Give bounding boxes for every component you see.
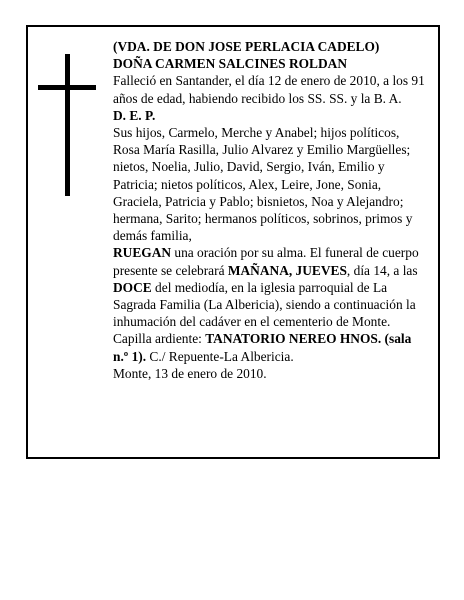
ruegan-text: RUEGAN [113, 245, 172, 261]
funeral-text-4: C./ Repuente-La Albericia. [146, 348, 294, 364]
dep-line: D. E. P. [113, 107, 156, 123]
cross-icon [38, 54, 96, 196]
deceased-name: DOÑA CARMEN SALCINES ROLDAN [113, 56, 347, 72]
funeral-paragraph [113, 244, 425, 364]
funeral-text-3: del mediodía, en la iglesia parroquial de La Sagrada Familia (La Albericia), siendo a continuación la inhumación del cadáver en el cementerio de Monte. Capilla ardiente: [113, 279, 416, 347]
family-list: Sus hijos, Carmelo, Merche y Anabel; hijos políticos, Rosa María Rasilla, Julio Alvarez y Emilio Margüelles; nietos, Noelia, Julio, David, Sergio, Iván, Emilio y Patricia; nietos políticos, Alex, Leire, Jone, Sonia, Graciela, Patricia y Pablo; bisnietos, Noa y Alejandro; hermana, Sarito; hermanos políticos, sobrinos, primos y demás familia, [113, 125, 413, 244]
cross-horizontal-bar [38, 85, 96, 90]
notice-text [113, 38, 425, 382]
death-details: Falleció en Santander, el día 12 de enero de 2010, a los 91 años de edad, habiendo recibido los SS. SS. y la B. A. [113, 73, 425, 106]
widow-of-line: (VDA. DE DON JOSE PERLACIA CADELO) [113, 39, 380, 54]
cross-vertical-bar [65, 54, 70, 196]
funeral-text-2: , día 14, a las [346, 262, 418, 278]
funeral-home: TANATORIO NEREO HNOS. (sala n.º 1). [113, 331, 412, 364]
funeral-day: MAÑANA, JUEVES [227, 262, 347, 278]
funeral-text-1: una oración por su alma. El funeral de cuerpo presente se celebrará [113, 245, 419, 278]
date-line: Monte, 13 de enero de 2010. [113, 365, 267, 381]
funeral-hour: DOCE [113, 279, 152, 295]
